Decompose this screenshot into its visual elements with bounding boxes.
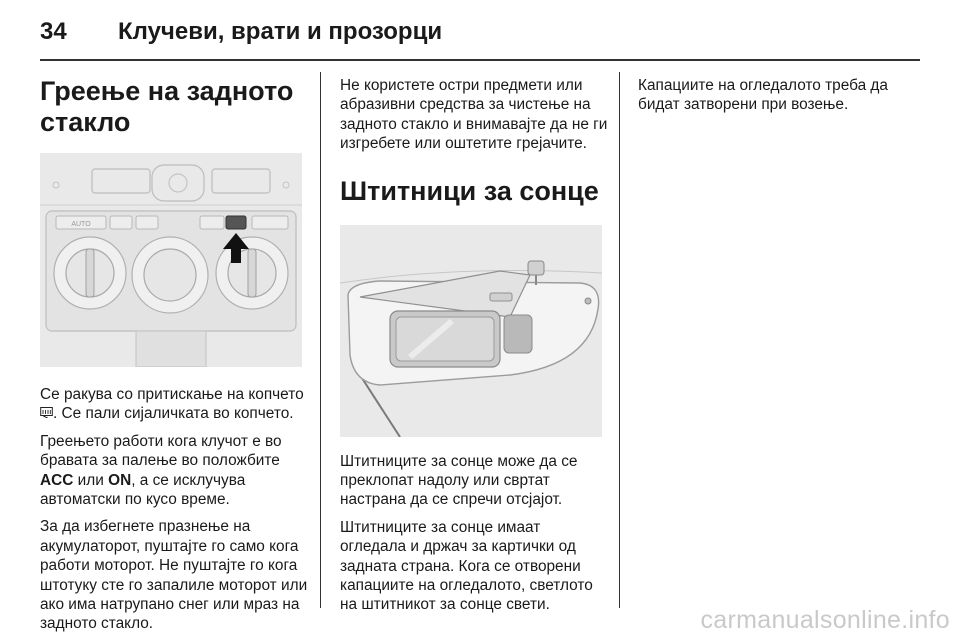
paragraph-battery-warning: За да избегнете празнење на акумулаторот, пуштајте го само кога работи моторот. Не пуштајте го кога штотуку сте го запалиле моторот или ако има натрупано снег или мраз на задното стакло. xyxy=(40,518,308,633)
paragraph-cleaning-warning: Не користете остри предмети или абразивни средства за чистење на задното стакло и внимавајте да не ги изгребете или оштетите грејачите. xyxy=(340,77,608,153)
paragraph-operation: Се ракува со притискање на копчето . Се пали сијаличката во копчето. xyxy=(40,386,304,423)
on-position: ON xyxy=(108,471,132,489)
section-heading-sun-visors: Штитници за сонце xyxy=(340,175,599,206)
acc-position: ACC xyxy=(40,471,74,489)
column-divider-2 xyxy=(619,72,620,608)
column-1 xyxy=(40,76,310,634)
column-divider-1 xyxy=(320,72,321,608)
auto-button-label: AUTO xyxy=(71,221,91,228)
section-heading-rear-window: Греење на задното стакло xyxy=(40,76,294,137)
page-number: 34 xyxy=(40,18,67,45)
paragraph-cover-warning: Капациите на огледалото треба да бидат затворени при возење. xyxy=(638,77,888,114)
sun-visor-figure xyxy=(340,225,602,437)
column-2 xyxy=(340,76,610,615)
header-divider xyxy=(40,59,920,61)
paragraph-visor-fold: Штитниците за сонце може да се преклопат надолу или свртат настрана да се спречи отсјајот. xyxy=(340,452,578,509)
paragraph-visor-mirror: Штитниците за сонце имаат огледала и држач за картички од задната страна. Кога се отворени капациите на огледалото, светлото на штитникот за сонце свети. xyxy=(340,518,593,614)
page-header xyxy=(40,18,920,58)
column-3 xyxy=(638,76,908,115)
watermark: carmanualsonline.info xyxy=(700,606,950,634)
climate-control-figure xyxy=(40,153,302,367)
chapter-title: Клучеви, врати и прозорци xyxy=(118,18,443,45)
rear-defrost-icon xyxy=(40,405,53,418)
paragraph-ignition: Греењето работи кога клучот е во бравата за палење во положбите ACC или ON, а се исклучува автоматски по кусо време. xyxy=(40,432,282,509)
